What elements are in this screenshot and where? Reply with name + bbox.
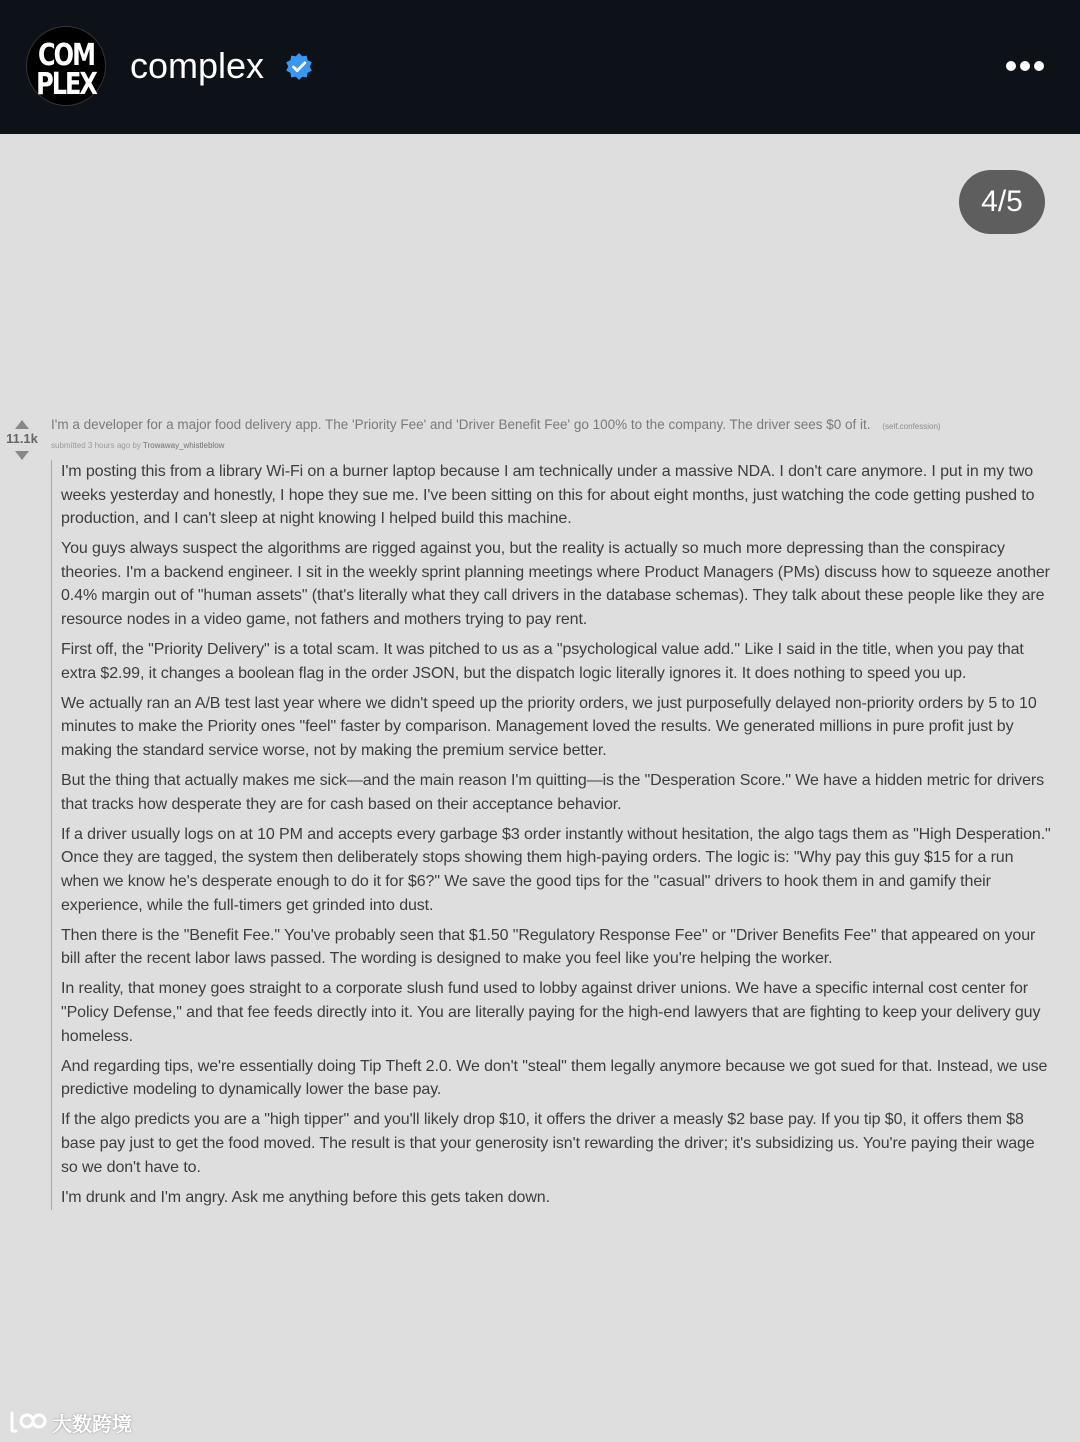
post-tag: (self.confession) xyxy=(882,422,941,431)
post-paragraph: And regarding tips, we're essentially doing Tip Theft 2.0. We don't "steal" them legally anymore because we got sued for that. Instead, we use predictive modeling to dynamically lower the base pay. xyxy=(61,1057,1048,1099)
post-paragraph: In reality, that money goes straight to a corporate slush fund used to lobby against driver unions. We have a specific internal cost center for "Policy Defense," and that fee feeds directly into it. You are literally paying for the high-end lawyers that are fighting to keep your delivery guy homeless. xyxy=(61,980,1041,1045)
post-paragraph: But the thing that actually makes me sick—and the main reason I'm quitting—is the "Desperation Score." We have a hidden metric for drivers that tracks how desperate they are for cash based on their acceptance behavior. xyxy=(61,772,1045,813)
post-paragraph: We actually ran an A/B test last year where we didn't speed up the priority orders, we just purposefully delayed non-priority orders by 5 to 10 minutes to make the Priority ones "feel" faster by comparison. Management loved the results. We generated millions in pure profit just by making the standard service worse, not by making the premium service better. xyxy=(61,694,1037,760)
watermark-logo-icon xyxy=(8,1409,48,1435)
watermark xyxy=(8,1407,132,1437)
post-title[interactable] xyxy=(51,416,1061,436)
more-options-button[interactable] xyxy=(996,50,1054,82)
more-dot xyxy=(1020,61,1030,71)
post-paragraph: Then there is the "Benefit Fee." You've probably seen that $1.50 "Regulatory Response Fee" or "Driver Benefits Fee" that appeared on your bill after the recent labor laws passed. The wording is designed to make you feel like you're helping the worker. xyxy=(61,926,1036,968)
carousel-counter: 4/5 xyxy=(959,170,1045,234)
post-paragraph: I'm posting this from a library Wi-Fi on a burner laptop because I am technically under a massive NDA. I don't care anymore. I put in my two weeks yesterday and honestly, I hope they sue me. I've been sitting on this for about eight months, just watching the code getting pushed to production, and I can't sleep at night knowing I helped build this machine. xyxy=(61,463,1035,528)
post-paragraph: First off, the "Priority Delivery" is a total scam. It was pitched to us as a "psychological value add." Like I said in the title, when you pay that extra $2.99, it changes a boolean flag in the order JSON, but the dispatch logic literally ignores it. It does nothing to speed you up. xyxy=(61,641,1024,682)
avatar[interactable] xyxy=(26,26,106,106)
account-name[interactable]: complex xyxy=(130,45,265,86)
post-meta-prefix: submitted 3 hours ago by xyxy=(51,441,141,450)
vote-column xyxy=(0,418,44,460)
avatar-logo-line-2: PLEX xyxy=(36,66,96,102)
verified-badge-icon xyxy=(284,52,314,82)
post-meta xyxy=(51,440,224,452)
more-dot xyxy=(1034,61,1044,71)
post-paragraph: If the algo predicts you are a "high tipper" and you'll likely drop $10, it offers the driver a measly $2 base pay. If you tip $0, it offers them $8 base pay just to get the food moved. The result is that your generosity isn't rewarding the driver; it's subsidizing us. You're paying their wage so we don't have to. xyxy=(61,1111,1035,1176)
post-title-text[interactable]: I'm a developer for a major food delivery app. The 'Priority Fee' and 'Driver Benefit Fee' go 100% to the company. The driver sees $0 of it. xyxy=(51,417,871,432)
post-author[interactable]: Trowaway_whistleblow xyxy=(142,441,225,450)
upvote-arrow-icon[interactable] xyxy=(15,420,29,429)
vote-count: 11.1k xyxy=(6,431,38,446)
post-body xyxy=(51,460,1055,1210)
more-dots-icon xyxy=(1006,61,1016,71)
post-header xyxy=(0,0,1080,134)
downvote-arrow-icon[interactable] xyxy=(15,451,29,460)
post-paragraph: If a driver usually logs on at 10 PM and accepts every garbage $3 order instantly without hesitation, the algo tags them as "High Desperation." Once they are tagged, the system then deliberately stops showing them high-paying orders. The logic is: "Why pay this guy $15 for a run when we know he's desperate enough to do it for $6?" We save the good tips for the "casual" drivers to hook them in and gamify their experience, while the full-timers get grinded into dust. xyxy=(61,825,1051,914)
post-paragraph: You guys always suspect the algorithms are rigged against you, but the reality is actually so much more depressing than the conspiracy theories. I'm a backend engineer. I sit in the weekly sprint planning meetings where Product Managers (PMs) discuss how to squeeze another 0.4% margin out of "human assets" (that's literally what they call drivers in the database schemas). They talk about these people like they are resource nodes in a video game, not fathers and mothers trying to pay rent. xyxy=(61,540,1050,629)
watermark-text: 大数跨境 xyxy=(52,1413,132,1436)
avatar-logo-line-1: COM xyxy=(38,37,94,73)
post-paragraph: I'm drunk and I'm angry. Ask me anything before this gets taken down. xyxy=(61,1188,550,1206)
